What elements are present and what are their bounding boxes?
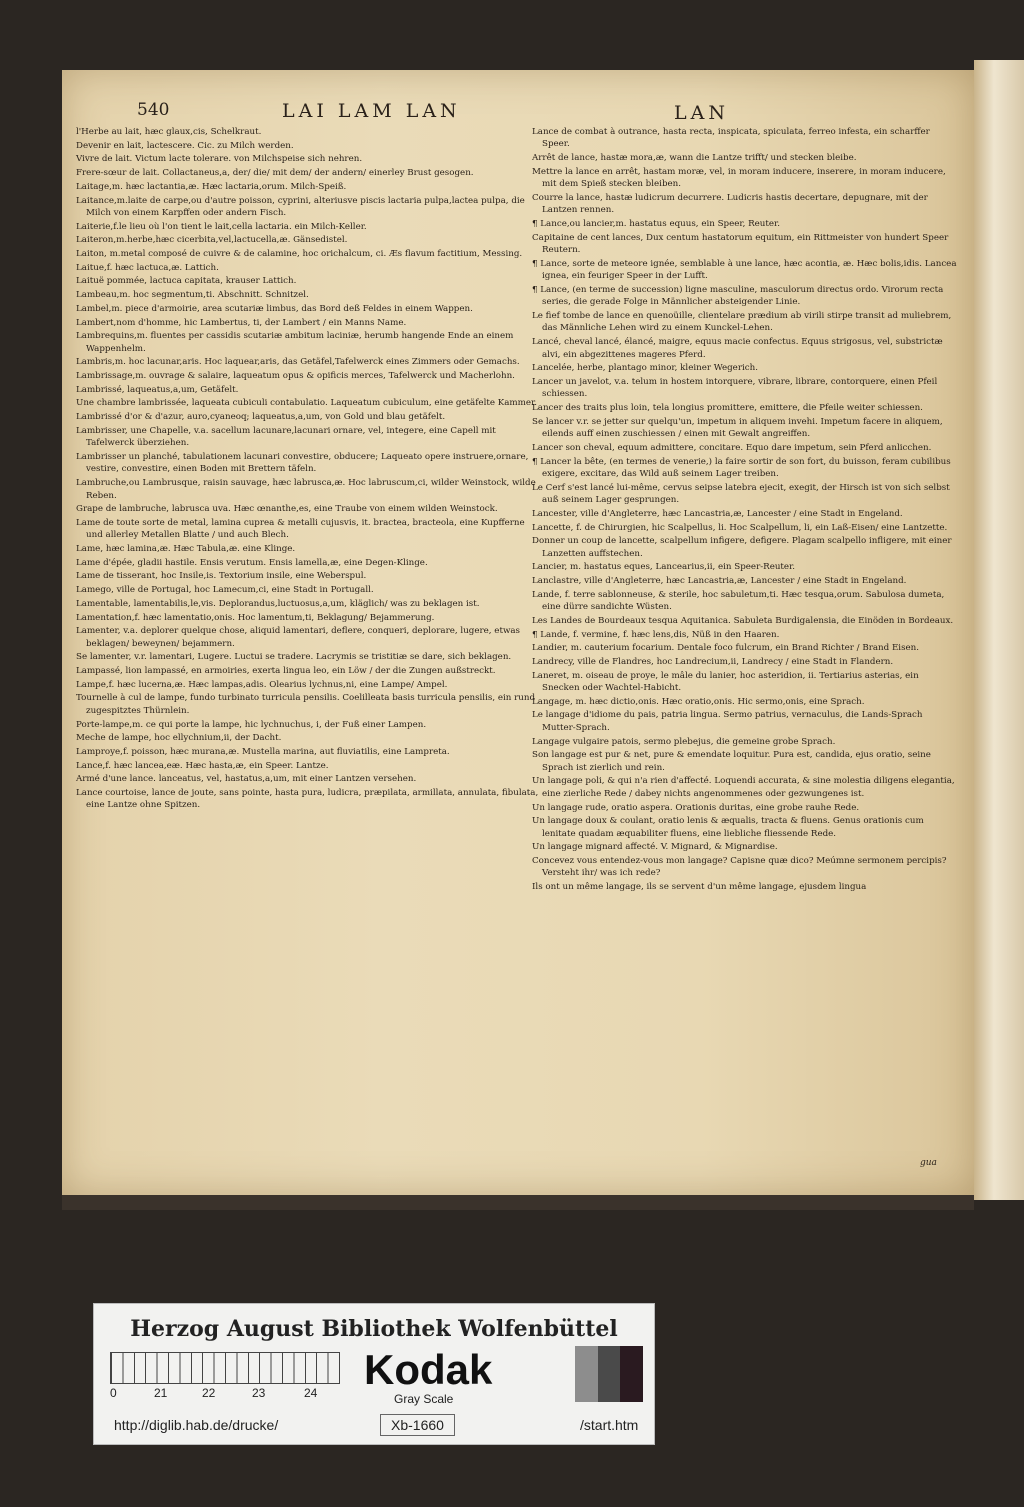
dictionary-entry: ¶ Lance,ou lancier,m. hastatus equus, ein Speer, Reuter.: [532, 219, 780, 230]
dictionary-entry: Grape de lambruche, labrusca uva. Hæc œnanthe,es, eine Traube von einem wilden Weinstock.: [76, 504, 498, 515]
dictionary-entry: Armé d'une lance. lanceatus, vel, hastatus,a,um, mit einer Lantzen versehen.: [76, 774, 417, 785]
dictionary-entry: Lambeau,m. hoc segmentum,ti. Abschnitt. Schnitzel.: [76, 290, 309, 301]
dictionary-entry: Lambrissé, laqueatus,a,um, Getäfelt.: [76, 384, 239, 395]
dictionary-entry: Lancé, cheval lancé, élancé, maigre, equus macie confectus. Equus strigosus, vel, substrictæ alvi, ein abgezittenes mageres Pferd.: [532, 337, 943, 360]
start-link: /start.htm: [580, 1417, 639, 1433]
dictionary-entry: Le langage d'idiome du pais, patria lingua. Sermo patrius, vernaculus, die Lands-Sprach Mutter-Sprach.: [532, 710, 923, 733]
catchword: gua: [920, 1158, 937, 1168]
dictionary-entry: Lambrisser, une Chapelle, v.a. sacellum lacunare,lacunari ornare, vel, integere, eine Capell mit Tafelwerck überziehen.: [76, 425, 496, 449]
dictionary-entry: Lambrissé d'or & d'azur, auro,cyaneoq; laqueatus,a,um, von Gold und blau getäfelt.: [76, 412, 446, 423]
dictionary-entry: Donner un coup de lancette, scalpellum infigere, defigere. Plagam scalpello infligere, mit einer Lanzetten auffstechen.: [532, 536, 952, 559]
dictionary-entry: Langage vulgaire patois, sermo plebejus, die gemeine grobe Sprach.: [532, 736, 836, 747]
dictionary-entry: Laiterie,f.le lieu où l'on tient le lait,cella lactaria. ein Milch-Keller.: [76, 221, 367, 232]
dictionary-entry: Le Cerf s'est lancé lui-même, cervus seipse latebra ejecit, exegit, der Hirsch ist von sich selbst auß seinem Lager gesprungen.: [532, 482, 950, 506]
dictionary-entry: Laneret, m. oiseau de proye, le mâle du lanier, hoc asteridion, ii. Tertiarius asterias, ein Snecken oder Wachtel-Habicht.: [532, 670, 919, 694]
dictionary-entry: Laiton, m.metal composé de cuivre & de calamine, hoc orichalcum, ci. Æs flavum factitium, Messing.: [76, 249, 523, 260]
shelfmark: Xb-1660: [380, 1414, 455, 1436]
card-footer: [94, 1414, 654, 1438]
dictionary-entry: Lambel,m. piece d'armoirie, area scutariæ limbus, das Bord deß Feldes in einem Wappen.: [76, 303, 473, 314]
dictionary-entry: ¶ Lance, sorte de meteore ignée, semblable à une lance, hæc acontia, æ. Hæc bolis,idis. Lancea ignea, ein feuriger Speer in der Lufft.: [532, 258, 957, 282]
ruler-label: 22: [202, 1386, 216, 1400]
adjacent-page-edge: [974, 60, 1024, 1200]
dictionary-entry: Lance,f. hæc lancea,eæ. Hæc hasta,æ, ein Speer. Lantze.: [76, 760, 329, 771]
library-name: Herzog August Bibliothek Wolfenbüttel: [130, 1316, 618, 1342]
dictionary-entry: Lamentable, lamentabilis,le,vis. Deplorandus,luctuosus,a,um, kläglich/ was zu beklagen ist.: [76, 598, 480, 609]
dictionary-entry: Lampe,f. hæc lucerna,æ. Hæc lampas,adis. Olearius lychnus,ni, eine Lampe/ Ampel.: [76, 679, 448, 690]
dictionary-entry: Un langage mignard affecté. V. Mignard, & Mignardise.: [532, 842, 778, 853]
dictionary-entry: Vivre de lait. Victum lacte tolerare. von Milchspeise sich nehren.: [76, 154, 363, 165]
dictionary-entry: Meche de lampe, hoc ellychnium,ii, der Dacht.: [76, 733, 282, 744]
dictionary-entry: Lambruche,ou Lambrusque, raisin sauvage, hæc labrusca,æ. Hoc labruscum,ci, wilder Weinstock, wilde Reben.: [76, 478, 536, 501]
dictionary-entry: Laiteron,m.herbe,hæc cicerbita,vel,lactucella,æ. Gänsedistel.: [76, 235, 348, 246]
running-head-right: LAN: [674, 102, 729, 124]
dictionary-entry: Un langage doux & coulant, oratio lenis & æqualis, tracta & fluens. Genus orationis cum lenitate quadam æquabiliter fluens, eine liebliche fliessende Rede.: [532, 816, 924, 839]
running-head-left: LAI LAM LAN: [282, 100, 461, 122]
dictionary-entry: Lanclastre, ville d'Angleterre, hæc Lancastria,æ, Lancester / eine Stadt in Engeland.: [532, 576, 907, 587]
right-column: [532, 126, 957, 895]
page-header: [62, 100, 974, 126]
dictionary-entry: Lancette, f. de Chirurgien, hic Scalpellus, li. Hoc Scalpellum, li, ein Laß-Eisen/ eine Lantzette.: [532, 522, 948, 533]
dictionary-entry: Lambrisser un planché, tabulationem lacunari convestire, obducere; Laqueato opere instruere,ornare, vestire, convestire, einen Boden mit Brettern täfeln.: [76, 451, 529, 475]
dictionary-entry: Lamproye,f. poisson, hæc murana,æ. Mustella marina, aut fluviatilis, eine Lampreta.: [76, 746, 450, 757]
gray-patch: [620, 1346, 643, 1402]
dictionary-entry: Landrecy, ville de Flandres, hoc Landrecium,ii, Landrecy / eine Stadt in Flandern.: [532, 656, 894, 667]
dictionary-entry: Lancer un javelot, v.a. telum in hostem intorquere, vibrare, librare, contorquere, einen Pfeil schiessen.: [532, 376, 938, 400]
dictionary-entry: l'Herbe au lait, hæc glaux,cis, Schelkraut.: [76, 127, 262, 137]
dictionary-entry: Laitue,f. hæc lactuca,æ. Lattich.: [76, 262, 219, 273]
book-page: [62, 70, 974, 1195]
gray-patch: [598, 1346, 621, 1402]
dictionary-entry: Lame de toute sorte de metal, lamina cuprea & metalli cujusvis, it. bractea, bracteola, eine Kupfferne und allerley Metallen Blatte / und auch Blech.: [76, 517, 525, 541]
dictionary-entry: Concevez vous entendez-vous mon langage? Capisne quæ dico? Meúmne sermonem percipis? Versteht ihr/ was ich rede?: [532, 856, 947, 879]
dictionary-entry: Laitage,m. hæc lactantia,æ. Hæc lactaria,orum. Milch-Speiß.: [76, 181, 347, 192]
dictionary-entry: Se lancer v.r. se jetter sur quelqu'un, impetum in aliquem invehi. Impetum facere in aliquem, eilends auff einen zuschiessen / einen mit Gewalt angreiffen.: [532, 416, 943, 440]
dictionary-entry: Lance de combat à outrance, hasta recta, inspicata, spiculata, ferreo infesta, ein scharffer Speer.: [532, 127, 930, 150]
dictionary-entry: Lame, hæc lamina,æ. Hæc Tabula,æ. eine Klinge.: [76, 544, 296, 555]
dictionary-entry: Devenir en lait, lactescere. Cic. zu Milch werden.: [76, 140, 294, 151]
dictionary-entry: Frere-sœur de lait. Collactaneus,a, der/ die/ mit dem/ der andern/ einerley Brust gesogen.: [76, 168, 474, 179]
dictionary-entry: Lancier, m. hastatus eques, Lancearius,ii, ein Speer-Reuter.: [532, 562, 796, 573]
ruler-label: 24: [304, 1386, 318, 1400]
dictionary-entry: Laituë pommée, lactuca capitata, krauser Lattich.: [76, 276, 297, 287]
dictionary-entry: Arrêt de lance, hastæ mora,æ, wann die Lantze trifft/ und stecken bleibe.: [532, 153, 857, 164]
ruler-label: 21: [154, 1386, 168, 1400]
dictionary-entry: Lancester, ville d'Angleterre, hæc Lancastria,æ, Lancester / eine Stadt in Engeland.: [532, 508, 903, 519]
dictionary-entry: Lambrequins,m. fluentes per cassidis scutariæ ambitum laciniæ, herumb hangende Ende an einem Wappenhelm.: [76, 331, 514, 354]
dictionary-entry: ¶ Lancer la bête, (en termes de venerie,) la faire sortir de son fort, du buisson, feram cubilibus exigere, excitare, das Wild auß seinem Lager treiben.: [532, 456, 951, 480]
dictionary-entry: Lamego, ville de Portugal, hoc Lamecum,ci, eine Stadt in Portugall.: [76, 585, 374, 596]
dictionary-entry: ¶ Lance, (en terme de succession) ligne masculine, masculorum directus ordo. Virorum recta series, die gerade Folge in Männlicher absteigender Linie.: [532, 284, 944, 308]
scale-ruler: [110, 1352, 340, 1384]
dictionary-entry: Son langage est pur & net, pure & emendate loquitur. Pura est, candida, ejus oratio, seine Sprach ist zierlich und rein.: [532, 750, 931, 773]
gray-patches: [575, 1346, 643, 1402]
dictionary-entry: Lambris,m. hoc lacunar,aris. Hoc laquear,aris, das Getäfel,Tafelwerck eines Zimmers oder Gemachs.: [76, 357, 520, 368]
dictionary-entry: Landier, m. cauterium focarium. Dentale foco fulcrum, ein Brand Richter / Brand Eisen.: [532, 643, 920, 654]
dictionary-entry: Lame de tisserant, hoc Insile,is. Textorium insile, eine Weberspul.: [76, 571, 367, 582]
source-url: http://diglib.hab.de/drucke/: [114, 1417, 279, 1433]
dictionary-entry: Lamenter, v.a. deplorer quelque chose, aliquid lamentari, deflere, conqueri, deplorare, lugere, etwas beklagen/ beweynen/ bejammern.: [76, 626, 521, 649]
dictionary-entry: Porte-lampe,m. ce qui porte la lampe, hic lychnuchus, i, der Fuß einer Lampen.: [76, 719, 427, 730]
dictionary-entry: Lancelée, herbe, plantago minor, kleiner Wegerich.: [532, 363, 758, 374]
ruler-labels: [110, 1386, 350, 1400]
dictionary-entry: Langage, m. hæc dictio,onis. Hæc oratio,onis. Hic sermo,onis, eine Sprach.: [532, 696, 865, 707]
dictionary-entry: Un langage poli, & qui n'a rien d'affecté. Loquendi accurata, & sine molestia diligens elegantia, eine zierliche Rede / dabey nichts angenommenes oder gezwungenes ist.: [532, 776, 955, 799]
dictionary-entry: Capitaine de cent lances, Dux centum hastatorum equitum, ein Rittmeister von hundert Speer Reutern.: [532, 232, 949, 256]
dictionary-entry: Lancer son cheval, equum admittere, concitare. Equo dare impetum, sein Pferd anlicchen.: [532, 442, 932, 453]
dictionary-entry: Un langage rude, oratio aspera. Orationis duritas, eine grobe rauhe Rede.: [532, 802, 860, 813]
dictionary-entry: Le fief tombe de lance en quenoüille, clientelare prædium ab virili stirpe transit ad muliebrem, das Männliche Lehen wird zu einem Kunckel-Lehen.: [532, 311, 952, 334]
dictionary-entry: Lamentation,f. hæc lamentatio,onis. Hoc lamentum,ti, Beklagung/ Bejammerung.: [76, 612, 435, 623]
dictionary-entry: Lancer des traits plus loin, tela longius promittere, emittere, die Pfeile weiter schiessen.: [532, 403, 923, 414]
dictionary-entry: Lame d'épée, gladii hastile. Ensis verutum. Ensis lamella,æ, eine Degen-Klinge.: [76, 557, 428, 568]
dictionary-entry: Les Landes de Bourdeaux tesqua Aquitanica. Sabuleta Burdigalensia, die Einöden in Bordeaux.: [532, 615, 954, 626]
dictionary-entry: ¶ Lande, f. vermine, f. hæc lens,dis, Nüß in den Haaren.: [532, 629, 780, 640]
page-number: 540: [137, 100, 170, 120]
left-column: [76, 126, 541, 813]
dictionary-entry: Lance courtoise, lance de joute, sans pointe, hasta pura, ludicra, præpilata, armillata, annulata, fibulata, eine Lantze ohne Spitzen.: [76, 788, 539, 811]
kodak-logo: Kodak: [364, 1346, 493, 1393]
dictionary-entry: Une chambre lambrissée, laqueata cubiculi contabulatio. Laqueatum cubiculum, eine getäfelte Kammer.: [76, 398, 537, 409]
dictionary-entry: Lambert,nom d'homme, hic Lambertus, ti, der Lambert / ein Manns Name.: [76, 317, 407, 328]
dictionary-entry: Courre la lance, hastæ ludicrum decurrere. Ludicris hastis decertare, depugnare, mit der Lantzen rennen.: [532, 192, 928, 216]
dictionary-entry: Laitance,m.laite de carpe,ou d'autre poisson, cyprini, alteriusve piscis lactaria pulpa,lactea pulpa, die Milch von einem Karpffen oder andern Fisch.: [76, 195, 525, 218]
gray-patch: [575, 1346, 598, 1402]
page-bottom-shadow: [62, 1195, 974, 1210]
dictionary-entry: Lande, f. terre sablonneuse, & sterile, hoc sabuletum,ti. Hæc tesqua,orum. Sabulosa dumeta, eine dürre sandichte Wüsten.: [532, 589, 945, 613]
ruler-label: 23: [252, 1386, 266, 1400]
dictionary-entry: Lambrissage,m. ouvrage & salaire, laqueatum opus & opificis merces, Tafelwerck und Macherlohn.: [76, 371, 515, 382]
dictionary-entry: Mettre la lance en arrêt, hastam moræ, vel, in moram inducere, inserere, in moram inducere, mit dem Spieß stecken bleiben.: [532, 166, 946, 190]
gray-scale-label: Gray Scale: [394, 1392, 454, 1406]
ruler-label: 0: [110, 1386, 117, 1400]
dictionary-entry: Se lamenter, v.r. lamentari, Lugere. Luctui se tradere. Lacrymis se tristitiæ se dare, sich beklagen.: [76, 652, 512, 663]
dictionary-entry: Ils ont un même langage, ils se servent d'un même langage, ejusdem lingua: [532, 882, 867, 893]
dictionary-entry: Lampassé, lion lampassé, en armoiries, exerta lingua leo, ein Löw / der die Zungen außstreckt.: [76, 666, 496, 677]
scan-target-card: [93, 1303, 655, 1445]
dictionary-entry: Tournelle à cul de lampe, fundo turbinato turricula pensilis. Coelilleata basis turricula pensilis, ein rund zugespitztes Thürnlein.: [76, 693, 536, 716]
